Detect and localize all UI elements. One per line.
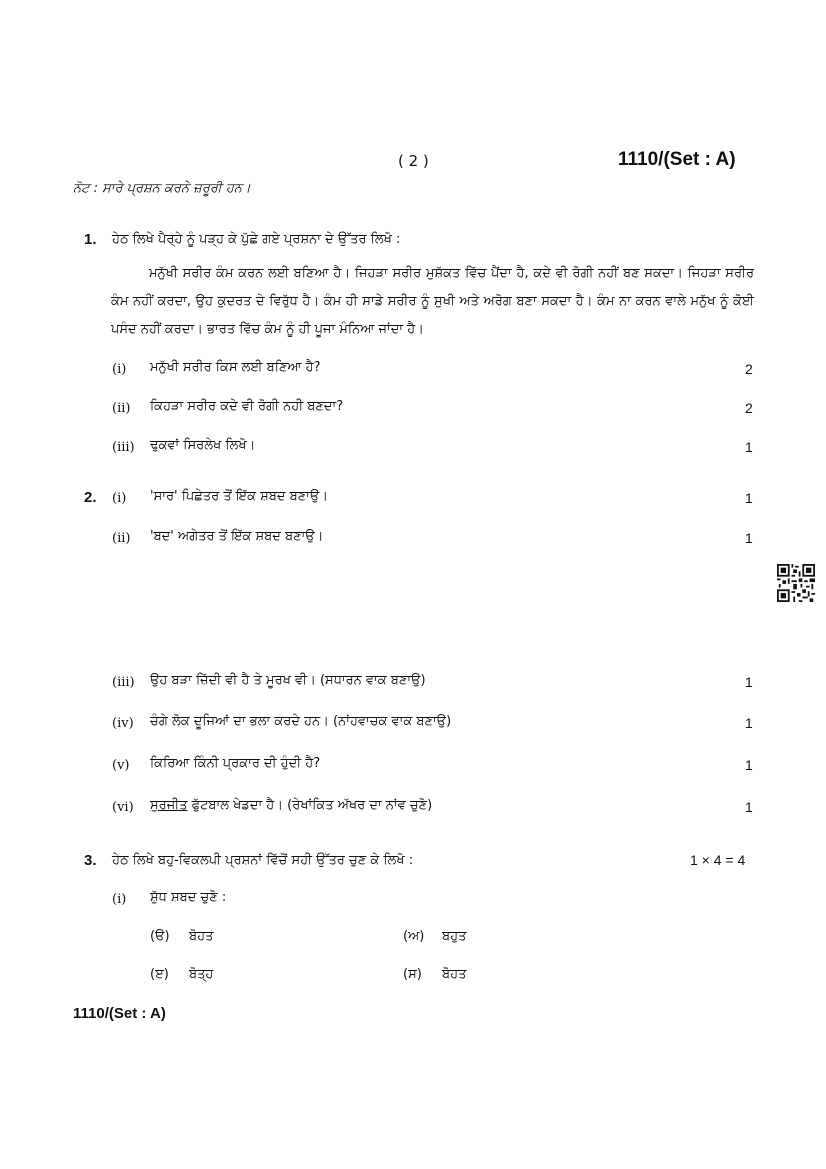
marks-3: 1 × 4 = 4	[690, 852, 746, 868]
option-value-d: ਬੋਹਤ	[442, 967, 467, 982]
marks-1-i: 2	[745, 361, 753, 377]
question-3-instruction: ਹੇਠ ਲਿਖੇ ਬਹੁ-ਵਿਕਲਪੀ ਪ੍ਰਸ਼ਨਾਂ ਵਿੱਚੋਂ ਸਹੀ ਉੱਤਰ ਚੁਣ ਕੇ ਲਿਖੋ :	[112, 853, 414, 868]
option-key-a: (ੳ)	[150, 929, 170, 944]
page-number: ( 2 )	[398, 152, 429, 170]
option-value-c: ਬੋਤ੍ਹ	[189, 967, 214, 982]
marks-2-v: 1	[745, 757, 753, 773]
marks-2-ii: 1	[745, 530, 753, 546]
sub-question-2-vi-text: ਫੁੱਟਬਾਲ ਖੇਡਦਾ ਹੈ। (ਰੇਖਾਂਕਿਤ ਅੱਖਰ ਦਾ ਨਾਂਵ ਚੁਣੋ)	[187, 798, 433, 813]
qr-code-icon	[777, 564, 815, 602]
sub-question-2-iii: ਉਹ ਬੜਾ ਜ਼ਿੱਦੀ ਵੀ ਹੈ ਤੇ ਮੂਰਖ ਵੀ। (ਸਧਾਰਨ ਵਾਕ ਬਣਾਉ)	[150, 673, 426, 688]
question-number-3: 3.	[84, 852, 97, 869]
sub-label-1-i: (i)	[112, 362, 127, 377]
sub-label-2-i: (i)	[112, 491, 127, 506]
sub-question-2-vi	[150, 798, 432, 813]
sub-label-3-i: (i)	[112, 892, 127, 907]
option-value-b: ਬਹੁਤ	[442, 929, 467, 944]
question-1-instruction: ਹੇਠ ਲਿਖੇ ਪੈਰ੍ਹੇ ਨੂੰ ਪੜ੍ਹ ਕੇ ਪੁੱਛੇ ਗਏ ਪ੍ਰਸ਼ਨਾ ਦੇ ਉੱਤਰ ਲਿਖੋ :	[112, 232, 401, 247]
sub-label-2-ii: (ii)	[112, 531, 131, 546]
sub-label-2-v: (v)	[112, 758, 130, 773]
sub-question-2-v: ਕਿਰਿਆ ਕਿੰਨੀ ਪ੍ਰਕਾਰ ਦੀ ਹੁੰਦੀ ਹੈ?	[150, 756, 321, 771]
sub-question-1-ii: ਕਿਹੜਾ ਸਰੀਰ ਕਦੇ ਵੀ ਰੋਗੀ ਨਹੀ ਬਣਦਾ?	[150, 399, 344, 414]
marks-2-iii: 1	[745, 674, 753, 690]
sub-question-2-ii: 'ਬਦ' ਅਗੇਤਰ ਤੋਂ ਇੱਕ ਸ਼ਬਦ ਬਣਾਉ।	[150, 529, 324, 544]
sub-question-1-i: ਮਨੁੱਖੀ ਸਰੀਰ ਕਿਸ ਲਈ ਬਣਿਆ ਹੈ?	[150, 360, 321, 375]
option-key-b: (ਅ)	[403, 929, 425, 944]
option-value-a: ਬੋਹਤ	[189, 929, 214, 944]
marks-1-iii: 1	[745, 439, 753, 455]
sub-label-2-iii: (iii)	[112, 675, 135, 690]
sub-question-2-i: 'ਸਾਰ' ਪਿਛੇਤਰ ਤੋਂ ਇੱਕ ਸ਼ਬਦ ਬਣਾਉ।	[150, 489, 329, 504]
marks-2-i: 1	[745, 490, 753, 506]
question-number-1: 1.	[84, 231, 97, 248]
instruction-note: ਨੋਟ : ਸਾਰੇ ਪ੍ਰਸ਼ਨ ਕਰਨੇ ਜ਼ਰੂਰੀ ਹਨ।	[73, 181, 251, 196]
sub-label-2-iv: (iv)	[112, 716, 134, 731]
marks-1-ii: 2	[745, 400, 753, 416]
sub-label-1-iii: (iii)	[112, 440, 135, 455]
passage: ਮਨੁੱਖੀ ਸਰੀਰ ਕੰਮ ਕਰਨ ਲਈ ਬਣਿਆ ਹੈ। ਜਿਹੜਾ ਸਰੀਰ ਮੁਸ਼ੱਕਤ ਵਿੱਚ ਪੈਂਦਾ ਹੈ, ਕਦੇ ਵੀ ਰੋਗੀ ਨਹੀਂ ਬਣ ਸਕਦਾ। ਜਿਹੜਾ ਸਰੀਰ ਕੰਮ ਨਹੀਂ ਕਰਦਾ, ਉਹ ਕੁਦਰਤ ਦੇ ਵਿਰੁੱਧ ਹੈ। ਕੰਮ ਹੀ ਸਾਡੇ ਸਰੀਰ ਨੂੰ ਸੁਖੀ ਅਤੇ ਅਰੋਗ ਬਣਾ ਸਕਦਾ ਹੈ। ਕੰਮ ਨਾ ਕਰਨ ਵਾਲੇ ਮਨੁੱਖ ਨੂੰ ਕੋਈ ਪਸੰਦ ਨਹੀਂ ਕਰਦਾ। ਭਾਰਤ ਵਿੱਚ ਕੰਮ ਨੂੰ ਹੀ ਪੂਜਾ ਮੰਨਿਆ ਜਾਂਦਾ ਹੈ।	[111, 266, 754, 337]
marks-2-iv: 1	[745, 715, 753, 731]
sub-label-2-vi: (vi)	[112, 800, 134, 815]
sub-question-1-iii: ਢੁਕਵਾਂ ਸਿਰਲੇਖ ਲਿਖੋ।	[150, 438, 256, 453]
marks-2-vi: 1	[745, 799, 753, 815]
underlined-word: ਸੁਰਜੀਤ	[150, 798, 188, 813]
sub-label-1-ii: (ii)	[112, 401, 131, 416]
option-key-c: (ੲ)	[150, 967, 169, 982]
question-number-2: 2.	[84, 489, 97, 506]
footer-paper-code: 1110/(Set : A)	[73, 1005, 166, 1022]
sub-question-3-i: ਸ਼ੁੱਧ ਸ਼ਬਦ ਚੁਣੋ :	[150, 890, 227, 905]
option-key-d: (ਸ)	[403, 967, 422, 982]
sub-question-2-iv: ਚੰਗੇ ਲੋਕ ਦੂਜਿਆਂ ਦਾ ਭਲਾ ਕਰਦੇ ਹਨ। (ਨਾਂਹਵਾਚਕ ਵਾਕ ਬਣਾਉ)	[150, 714, 452, 729]
paper-code: 1110/(Set : A)	[618, 149, 736, 170]
